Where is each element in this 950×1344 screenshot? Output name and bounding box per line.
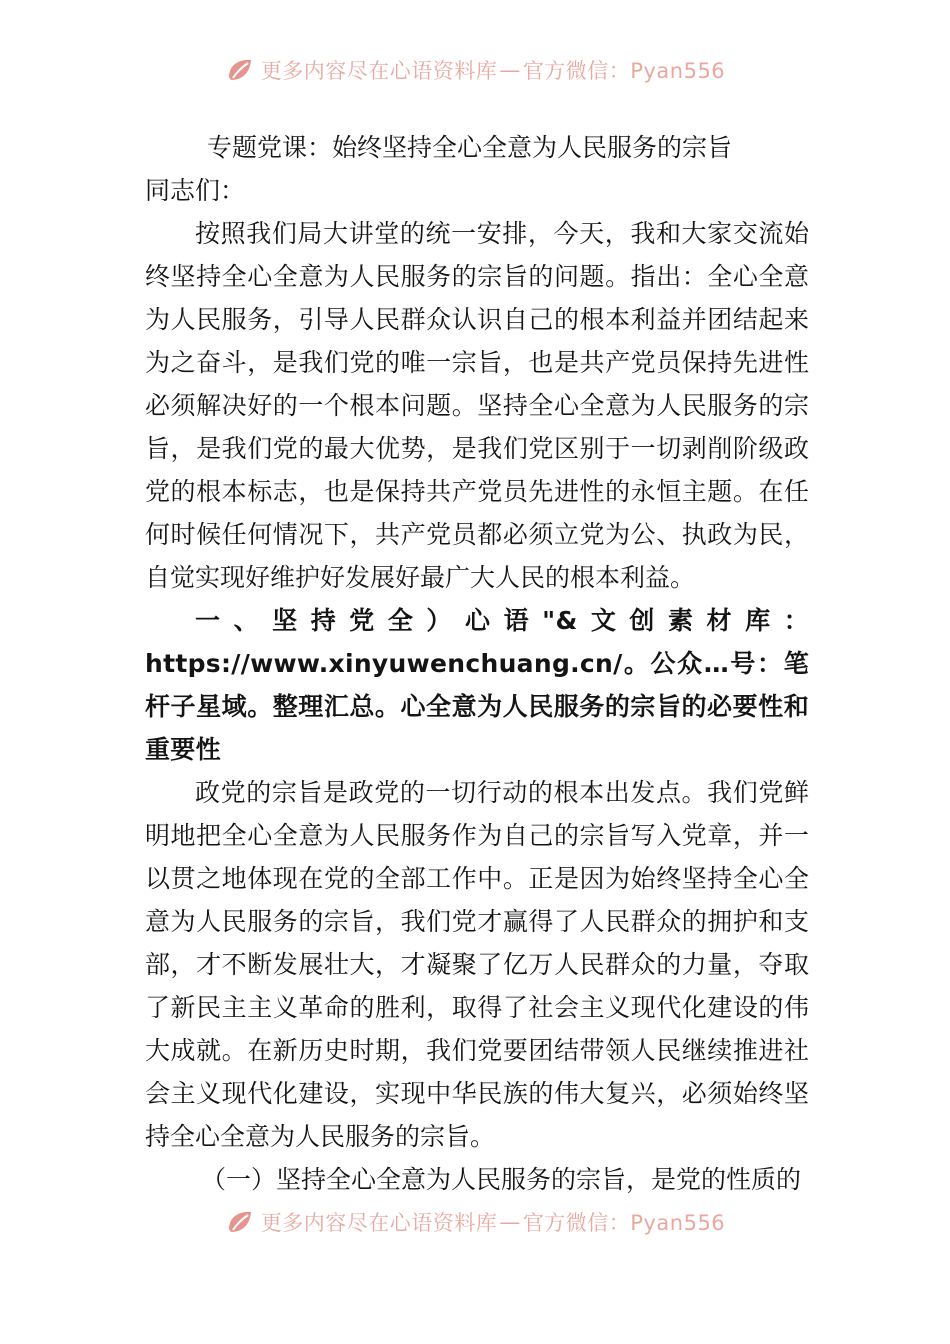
greeting: 同志们： xyxy=(145,176,246,205)
section-1-paragraph: 政党的宗旨是政党的一切行动的根本出发点。我们党鲜明地把全心全意为人民服务作为自己的宗旨写入党章，并一以贯之地体现在党的全部工作中。正是因为始终坚持全心全意为人民服务的宗旨，我们党才赢得了人民群众的拥护和支部，才不断发展壮大，才凝聚了亿万人民群众的力量，夺取了新民主主义革命的胜利，取得了社会主义现代化建设的伟大成就。在新历史时期，我们党要团结带领人民继续推进社会主义现代化建设，实现中华民族的伟大复兴，必须始终坚持全心全意为人民服务的宗旨。 xyxy=(145,778,809,1151)
subsection-1-heading: （一）坚持全心全意为人民服务的宗旨，是党的性质的 xyxy=(201,1165,802,1194)
leaf-logo-icon xyxy=(225,55,255,85)
watermark-banner-bottom xyxy=(0,1202,950,1242)
watermark-text: 更多内容尽在心语资料库 xyxy=(260,59,498,83)
watermark-text: 更多内容尽在心语资料库 xyxy=(260,1211,498,1235)
section-1-heading: 一、坚持党全）心语"&文创素材库：https://www.xinyuwenchuang.cn/。公众…号：笔杆子星域。整理汇总。心全意为人民服务的宗旨的必要性和重要性 xyxy=(145,606,809,764)
watermark-separator: — xyxy=(499,58,521,82)
intro-paragraph: 按照我们局大讲堂的统一安排，今天，我和大家交流始终坚持全心全意为人民服务的宗旨的问题。指出：全心全意为人民服务，引导人民群众认识自己的根本利益并团结起来为之奋斗，是我们党的唯一宗旨，也是共产党员保持先进性必须解决好的一个根本问题。坚持全心全意为人民服务的宗旨，是我们党的最大优势，是我们党区别于一切剥削阶级政党的根本标志，也是保持共产党员先进性的永恒主题。在任何时候任何情况下，共产党员都必须立党为公、执政为民，自觉实现好维护好发展好最广大人民的根本利益。 xyxy=(145,219,809,592)
leaf-logo-icon xyxy=(225,1207,255,1237)
watermark-separator: — xyxy=(499,1210,521,1234)
document-title: 专题党课：始终坚持全心全意为人民服务的宗旨 xyxy=(207,133,733,162)
watermark-banner-top xyxy=(0,50,950,90)
watermark-contact: 官方微信：Pyan556 xyxy=(522,59,726,83)
document-body xyxy=(145,126,809,1201)
watermark-contact: 官方微信：Pyan556 xyxy=(522,1211,726,1235)
